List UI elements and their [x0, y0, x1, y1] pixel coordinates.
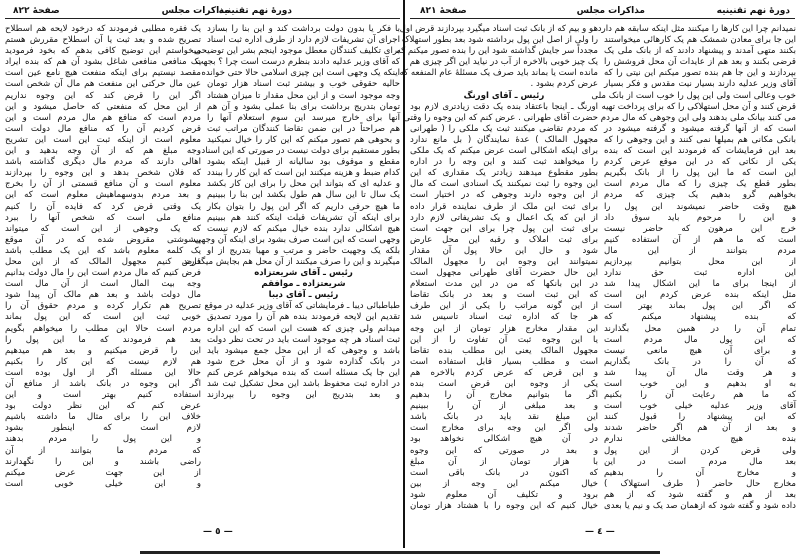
text-line: مردم است حالا این مطلب را میخواهم بگویم: [5, 323, 201, 334]
text-line: برای ثبت این ملک از طرف نماینده قرار داده: [410, 201, 598, 212]
text-line: است و مطلب بسیار قابل استفاده است: [410, 356, 598, 367]
text-line: از این جهت عرض میکنم: [5, 467, 201, 478]
text-line: که اگر این پول بماند بهتر است: [604, 301, 796, 312]
text-line: که یک وجوهی از این است که میتواند: [5, 223, 201, 234]
text-line: که اکنون در بانک باقی است: [410, 467, 598, 478]
text-line: مال دولت باشد و بعد هم مالک آن پیدا شود: [5, 290, 201, 301]
text-line: نمیتوانند این وجوه این را مجهول المالک: [410, 256, 598, 267]
text-line: وجه بیت المال است از آن مال است: [5, 279, 201, 290]
text-line: این مقدار مخارج هزار تومان از این وجه: [410, 323, 598, 334]
text-line: مقصد نیستیم برای اینکه منفعت هیچ نامع عین است: [5, 68, 201, 79]
text-line: یا این وجوه ثبت آن تفاوت را از این: [410, 334, 598, 345]
text-line: استفاده کنیم بهتر است و این: [5, 390, 201, 401]
text-line: و بعد مبلغی از آن را ببینیم: [410, 401, 598, 412]
text-line: را ولی از اصل این پول برداشته شود بعد بطور استهلاک: [401, 35, 598, 46]
text-line: بخواهیم گرو بدهیم یک چیزی که مردم: [604, 190, 796, 201]
text-line: خلاف این را برای مثال ما داشته باشیم: [5, 412, 201, 423]
text-line: در بانک گذارده شود و از آن محل خرج شود: [207, 356, 400, 367]
text-line: بکنند متهی آمدند و پیشنهاد دادند که از بانک ملی یک: [604, 46, 796, 57]
right-page-column-left: [396, 24, 598, 520]
left-page-header: [5, 4, 400, 19]
text-line: این را قرض میکنیم و بعد هم میدهیم: [5, 345, 201, 356]
text-line: بعد از هم و گفته شود که از هم: [604, 489, 796, 500]
speaker-heading: شریعتزاده ـ موافقم: [261, 279, 346, 290]
text-line: اجرای آن تشریفات لازم دارد از طرف اداره ثبت اسناد: [207, 35, 400, 46]
text-line: داده شود و گفته شود که ازهمان صد یک و نیم یا بعدی: [604, 501, 796, 512]
text-line: یک منافعی منافعی شاغل بشود آن هم که بنده ایراد: [5, 57, 201, 68]
right-page-header: [410, 4, 795, 19]
text-line: که مردم ما بتوانند از آن: [5, 445, 201, 456]
text-line: حالا این مسئله اگر از اول بوده است: [5, 367, 201, 378]
text-line: اورنگ ـ اینجا باعتقاد بنده یک دقت زیادتری لازم بود: [410, 101, 598, 112]
text-line: مجهول المالک ) عدهٔ نمایندگان ( بل مانع ندارد: [410, 134, 598, 145]
text-line: به او بدهیم و این خوب است: [604, 379, 796, 389]
text-line: بپردازند و این جا هم بنده تصور میکنم این نیتی را که: [604, 68, 796, 79]
text-line: خیال میکنم این وجه از بین: [410, 478, 598, 489]
text-line: ولی قرض کردن از این پول: [604, 445, 796, 456]
paragraph-end-line: عرض کردم بشود .: [530, 79, 598, 90]
text-line: در این بانکها که من در این مدت استعلام: [410, 279, 598, 290]
text-line: و این را مرحوم باید سوق داد: [604, 212, 796, 223]
text-line: و این قرض که عرض کردم بالاخره هم: [410, 367, 598, 378]
text-line: فرض کنیم که مال مردم است این را مال دولت بدانیم: [5, 268, 201, 279]
text-line: خیال کنیم که این وجوه را با هشتاد هزار تومان: [410, 501, 598, 512]
text-line: آقای وزیر عدلیه خیلی خوب است: [604, 401, 796, 412]
text-line: آقای وزیر عدلیه دارند بسیار نیت مقدس و فکر بسیار: [604, 79, 796, 90]
text-line: که این ثبت است و بعد در بانک تقاضا: [410, 290, 598, 301]
text-line: را میخواهند ثبت کنند و این وجه را در اداره: [410, 157, 598, 168]
text-line: یکی از وجوه این قرض است بنده: [410, 379, 598, 389]
text-line: هیچ وقت حاضر نمیشوند این پول را: [604, 201, 796, 212]
text-line: بطور قطع یک چیزی را که مال مردم است: [604, 179, 796, 190]
text-line: در آن هیچ اشکالی نخواهد بود: [410, 434, 598, 445]
text-line: برای اینکه اشکالی است عرض میکنم که یک ملکی: [410, 146, 598, 157]
page-gutter-divider: [403, 0, 405, 548]
text-line: تومان بتدریج برداشت برای بنا عملی بشود و آن هم: [207, 101, 400, 112]
text-line: منافع ملی است که شخص آنها را ببرد: [5, 212, 201, 223]
text-line: این جا یک مسئله است که بنده میخواهم عرض کنم: [207, 367, 400, 378]
text-line: یک کلمه معلوم باشد که این یک مطلب باشد: [5, 245, 201, 256]
text-line: میخواستم این توضیح کافی بدهم که بخود فرمودید: [5, 46, 201, 57]
text-line: و عدلیه ای که بتواند این محل را برای این کار بکشد: [207, 179, 400, 190]
left-page-column-left: [5, 24, 201, 520]
text-line: می کنند بیانک ملی بدهند ولی این وجوهی که مال مردم: [600, 112, 796, 123]
text-line: یک چیز خوبی بالاخره از آب در نیاید این اگر چیزی هم: [409, 57, 598, 68]
text-line: برای ثبت املاک و رقبه این محل عارض: [410, 234, 598, 245]
text-line: این وجوه را ثبت نمیکنند یک اسنادی است که مال: [410, 179, 598, 190]
text-line: وجه موجود است و از این محل مقدار تا میزان هشتاد: [207, 90, 400, 101]
text-line: بلکه یک وجهیت حاضر و مرتب و مهیا بتدریج از او: [207, 245, 400, 256]
text-line: که آقای وزیر عدلیه دادند بنظرم درست است چرا ؟ بجهت: [195, 57, 400, 68]
text-line: از این وجوه دارند وجوهی که در اختیار است: [410, 190, 598, 201]
text-line: که بنده پیشنهاد میکنم که: [604, 312, 796, 323]
text-line: هم لازم نیست که این کار را بکنیم: [5, 356, 201, 367]
left-page-number: — ٥ —: [203, 527, 233, 537]
speaker-heading: رئیس ـ آقای شریعتزاده: [254, 268, 353, 279]
text-line: میدانم ولی چیزی که هست این است که این اداره: [207, 323, 400, 334]
text-line: بانکی مکانی هم بمیلها نمی کنند و این وجوهی را که: [604, 134, 796, 145]
text-line: اهالی دارند که مردم مال دیگری گذاشته باشد: [5, 157, 201, 168]
text-line: و این پول را مردم بدهند: [5, 434, 201, 445]
text-line: با فکر یا بدون دولت برداشت کند و این بنا را بسازد: [207, 24, 400, 34]
text-line: بعد هم فرمودند که ما این پول را: [5, 334, 201, 345]
text-line: بعد مال مردم است در این: [604, 456, 796, 467]
text-line: که فلان شخص بدهد و این وجوه را بپردازند: [5, 168, 201, 179]
text-line: هم صراحتاً در این ضمن تقاضا کنندگان مراتب ثبت: [207, 123, 400, 134]
text-line: برای اینکه آن تشریفات قبلت اینکه کنند هم ببینیم: [207, 212, 400, 223]
text-line: که این پول مال مردم است: [604, 334, 796, 345]
text-line: که آن را در بانک بگذاریم: [604, 356, 796, 367]
right-header-page-label: صفحهٔ ۸۲۱: [420, 6, 467, 16]
text-line: و این خیلی خوبی است: [5, 478, 201, 489]
text-line: اگر این وجوه در بانک باشد از منافع آن: [5, 379, 201, 389]
text-line: مجهول المالک یعنی این مطلب بنده تقاضا: [410, 345, 598, 356]
text-line: اگر این را قرض کند که این وجوه نداریم: [5, 90, 201, 101]
text-line: راضی باشند و این را نگهدارند: [5, 456, 201, 467]
text-line: مخارج حال حاضر ( طرف استهلاک ): [604, 478, 796, 489]
text-line: معلوم است از اینکه ثبت این است این تشریح: [5, 134, 201, 145]
text-line: که مردم تقاضی میکنند ثبت یک ملکی را ( طهرانی: [410, 123, 598, 134]
text-line: نمیدانم چرا این کارها را میکنند مثل اینکه سابقه هم دارد: [597, 24, 796, 34]
speaker-heading: رئیس ـ آقای دیبا: [268, 290, 339, 301]
left-header-session: دورهٔ نهم تقنینیه: [218, 6, 292, 16]
text-line: بنده هیچ مخالفتی ندارم: [604, 434, 796, 445]
text-line: این حال حضرت آقای طهرانی مجهول است: [410, 268, 598, 279]
text-line: حضرت آقای طهرانی . عرض کنم که این وجوه را وقتی: [403, 112, 598, 123]
text-line: مثل اینکه بنده عرض کردم این است: [604, 290, 796, 301]
text-line: این است که ما این پول را از بانک بگیریم: [604, 168, 796, 179]
text-line: خوب وعالی است ولی این پول را خوب است از بانک ملی: [591, 90, 796, 101]
text-line: تقدیم این لایحه فرمودند بنده هم آن را مورد تصدیق: [207, 312, 400, 323]
text-line: و برای آن هیچ مانعی نیست: [604, 345, 796, 356]
text-line: مانده است یا بماند باید صرف یک مسئلهٔ عام المنفعه که: [399, 68, 598, 79]
text-line: مردم است که منافع هم مال مردم است و این: [5, 112, 201, 123]
text-line: این اداره ثبت حق ندارد: [604, 268, 796, 279]
text-line: هو و بیم که از بانک ثبت اسناد میگیرد بپردازند قرض اول: [399, 24, 598, 34]
right-page-column-right: [591, 24, 796, 520]
text-line: که این پیشنهاد را قبول کنند: [604, 412, 796, 423]
text-line: از اینجا برای ما این اشکال پیدا شد: [604, 279, 796, 290]
text-line: و بعد در صورتی که این وجوه: [410, 445, 598, 456]
text-line: تصریح شده و بعد ثبت یا آن اسطلاح مقررش هستم: [5, 35, 201, 46]
right-header-title: مذاکرات مجلس: [576, 6, 645, 16]
text-line: میگیرند و این را صرف میکنند از آن محل هم بجایش میگذارند: [183, 256, 400, 267]
text-line: و هر وقت مال آن پیدا شد: [604, 367, 796, 378]
text-line: تمام آن را در همین محل بگذارند: [604, 323, 796, 334]
text-line: خوبی ثبت این است که این پول بماند: [5, 312, 201, 323]
text-line: از این محل بتوانیم بپردازیم: [604, 256, 796, 267]
text-line: از این که یک اعمال و یک تشریفاتی لازم دارد: [410, 212, 598, 223]
text-line: مجدداً سر جایش گذاشته شود این را بنده تصور میکنم که: [396, 46, 598, 57]
text-line: که ما هم رعایت آن را بکنیم: [604, 390, 796, 401]
text-line: ما هیچ حرفی داریم که اگر این پول را بتوان بکار: [207, 201, 400, 212]
text-line: آنها برای خارج میرسد این سوم استعلام آنها را: [207, 112, 400, 123]
text-line: هر جا که اداره ثبت اسناد تاسیس شد: [410, 312, 598, 323]
text-line: شود و حال این حالا پول آن مقدار: [410, 245, 598, 256]
text-line: بعد این فرمایشات که فرمودند این است که بنده: [604, 146, 796, 157]
text-line: است که از آنها گرفته میشود و گرفته میشود در: [604, 123, 796, 134]
text-line: قرض کنیم مجهول المالک که از این محل: [5, 256, 201, 267]
text-line: بطور مستقیم برای دولت نیست در صورتی که این اسناد: [201, 146, 400, 157]
text-line: قرض کردیم آن را که منافع مال دولت است: [5, 123, 201, 134]
text-line: کدام ضبط و هزینه میکنند این است که این کار را ببندد: [207, 168, 400, 179]
text-line: وجه مبلغ هم که از آن وجه بدهید و این: [5, 146, 201, 157]
text-line: و بعد از آن هم اگر حاضر شدند: [604, 423, 796, 434]
text-line: و بعد مردم بدوسهماهیش معلوم است که این: [5, 190, 201, 201]
text-line: برای تکلیف کنندگان معطل موجود اینجم بشر این توضیحی: [194, 46, 400, 57]
text-line: است که ما هم از آن استفاده کنیم: [604, 234, 796, 245]
text-line: برود و تکلیف آن معلوم شود: [410, 489, 598, 500]
text-line: باشد و وجوهی که از این محل جمع میشود باید: [207, 345, 400, 356]
text-line: بطور مقطوع میدهند زیادتر یک مقداری که این: [410, 168, 598, 179]
text-line: یکی از نکاتی که در این موقع عرض کردم: [604, 157, 796, 168]
text-line: مقطع و موقوف بود سالیانه از قبیل اینکه بشود: [207, 157, 400, 168]
text-line: حالیه حقوقی خوب و بیشتر ثبت اسناد هزار تومان: [207, 79, 400, 90]
text-line: مردم بتوانند از این مال: [604, 245, 796, 256]
text-line: ولی اگر این وجه برای مخارج است: [410, 423, 598, 434]
text-line: خرج این مرهون که حاضر نیست: [604, 223, 796, 234]
text-line: یک سال تا این سال هم طول بکشد این بنا را ببینیم: [207, 190, 400, 201]
text-line: عرض کنم که این نظر دولت بود: [5, 401, 201, 412]
text-line: لازم است که اینطور بشود: [5, 423, 201, 434]
text-line: هیچ اشکالی ندارد بنده خیال میکنم که لازم نیست: [207, 223, 400, 234]
text-line: پیشوشتی مقروض شده که در آن موقع: [5, 234, 201, 245]
left-page-column-right: [183, 24, 400, 520]
text-line: یک وقتی قرض کرد که فایده آن را کنیم: [5, 201, 201, 212]
text-line: از این گونه مراتب را یکی از این طرف: [410, 301, 598, 312]
speaker-heading: رئیس ـ آقای اورنگ: [463, 90, 545, 101]
text-line: در اداره ثبت محفوظ باشد این محل تشکیل ثبت شد: [207, 379, 400, 389]
text-line: این جا برای معادن شمشک هم یک کارهائی میخواستند: [604, 35, 796, 46]
text-line: و بحوهی هم تصور میکنم که این کار را خیال نمیکنید: [207, 134, 400, 145]
right-header-session: دورهٔ نهم تقنینیه: [716, 6, 790, 16]
text-line: یک فقره مطلبی فرمودند که درخود لایحه هم اسطلاح: [5, 24, 201, 34]
text-line: طباطبائی دیبا ـ فرمایشاتی که آقای وزیر عدلیه در موقع: [204, 301, 400, 312]
text-line: اگر ما بتوانیم مخارج آن را بدهیم: [410, 390, 598, 401]
text-line: قرض کنند و آن محل استهلاکی را که برای پرداخت تهیه: [601, 101, 796, 112]
text-line: و بعد بتدریج این وجوه را بپردازند: [207, 390, 400, 401]
left-header-page-label: صفحهٔ ۸۲۲: [13, 6, 60, 16]
left-header-title: مذاکرات مجلس: [161, 6, 230, 16]
text-line: وجهی است که این است صرف بشود برای اینکه آن وجهی: [194, 234, 400, 245]
text-line: برای ثبت این پول چرا برای این جهت است: [410, 223, 598, 234]
text-line: تصریح هم تکرار کرده و مردم حقوق آن را: [5, 301, 201, 312]
text-line: اینکه یک وجهی است این چیزی اسلامی حالا حتی خوانده: [201, 68, 400, 79]
text-line: این مبلغ نقد باید در بانک باشد: [410, 412, 598, 423]
text-line: با هزار تومان از آن مبلغ: [410, 456, 598, 467]
text-line: معلوم است و آن منافع قسمتی از آن را بخرج: [5, 179, 201, 190]
text-line: و مخارج آن را بدهیم: [604, 467, 796, 478]
right-page-number: — ٤ —: [585, 527, 615, 537]
text-line: قرضی بکنند و بعد هم از عایدات آن محل فروشش را: [604, 57, 796, 68]
text-line: ثبت اسناد هر چه موجود است باید در تحت نظر دولت: [207, 334, 400, 345]
text-line: از این محل که منفعتی که حاصل میشود و این: [5, 101, 201, 112]
text-line: عین مال حرکتی این منفعت هم مال آن شخص است: [5, 79, 201, 90]
